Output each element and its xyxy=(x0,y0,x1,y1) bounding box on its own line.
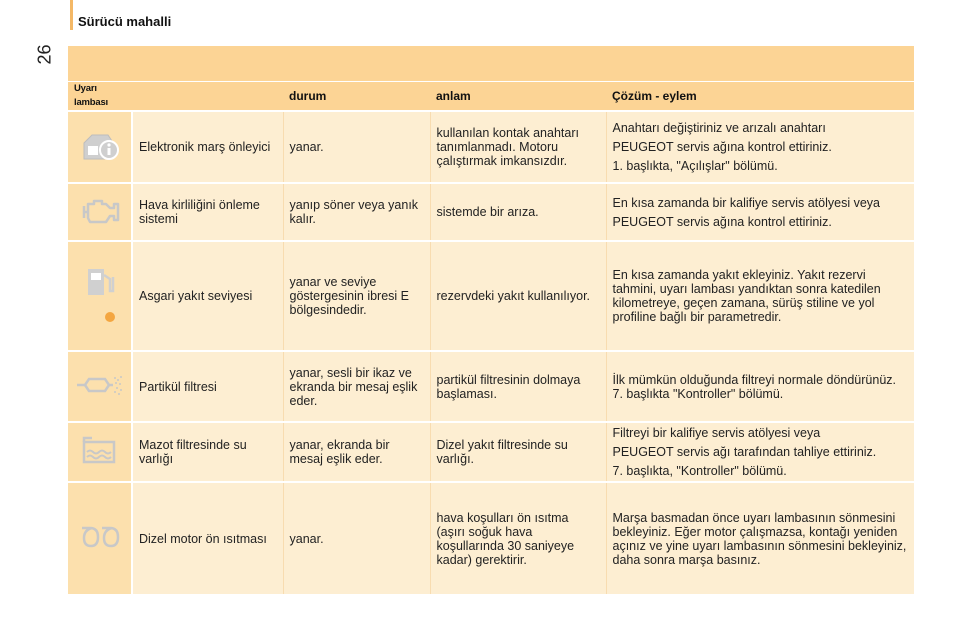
table-top-band xyxy=(68,46,914,81)
particle-filter-icon xyxy=(68,351,132,422)
lamp-state: yanar. xyxy=(283,482,430,594)
water-in-diesel-icon xyxy=(68,422,132,482)
lamp-meaning: sistemde bir arıza. xyxy=(430,183,606,241)
lamp-state: yanar ve seviye göstergesinin ibresi E bölgesindedir. xyxy=(283,241,430,351)
table-row xyxy=(68,482,914,594)
lamp-state: yanar, ekranda bir mesaj eşlik eder. xyxy=(283,422,430,482)
table-row xyxy=(68,351,914,422)
engine-icon xyxy=(68,183,132,241)
header-state: durum xyxy=(283,82,430,112)
glow-plug-icon xyxy=(68,482,132,594)
fuel-icon xyxy=(68,241,132,351)
header-action: Çözüm - eylem xyxy=(606,82,914,112)
lamp-state: yanar. xyxy=(283,111,430,183)
table-row xyxy=(68,183,914,241)
lamp-state: yanar, sesli bir ikaz ve ekranda bir mesaj eşlik eder. xyxy=(283,351,430,422)
lamp-action: Anahtarı değiştiriniz ve arızalı anahtarı PEUGEOT servis ağına kontrol ettiriniz. 1. başlıkta, "Açılışlar" bölümü. xyxy=(606,111,914,183)
warning-lamps-table xyxy=(68,46,914,594)
lamp-state: yanıp söner veya yanık kalır. xyxy=(283,183,430,241)
table-row xyxy=(68,422,914,482)
table-row xyxy=(68,111,914,183)
header-lamp: Uyarı lambası xyxy=(68,82,132,112)
page-number: 26 xyxy=(34,44,55,65)
lamp-action: Filtreyi bir kalifiye servis atölyesi veya PEUGEOT servis ağı tarafından tahliye ettiriniz. 7. başlıkta, "Kontroller" bölümü. xyxy=(606,422,914,482)
table-row xyxy=(68,241,914,351)
lamp-meaning: kullanılan kontak anahtarı tanımlanmadı. Motoru çalıştırmak imkansızdır. xyxy=(430,111,606,183)
lamp-meaning: rezervdeki yakıt kullanılıyor. xyxy=(430,241,606,351)
lamp-action: En kısa zamanda bir kalifiye servis atölyesi veya PEUGEOT servis ağına kontrol ettiriniz. xyxy=(606,183,914,241)
section-marker-bar xyxy=(70,0,73,30)
lamp-name: Partikül filtresi xyxy=(132,351,283,422)
lamp-name: Elektronik marş önleyici xyxy=(132,111,283,183)
immobiliser-icon xyxy=(68,111,132,183)
lamp-action: En kısa zamanda yakıt ekleyiniz. Yakıt rezervi tahmini, uyarı lambası yandıktan sonra katedilen kilometreye, geçen zamana, sürüş stiline ve yol profiline bağlı bir parametredir. xyxy=(606,241,914,351)
section-title: Sürücü mahalli xyxy=(78,14,172,29)
lamp-meaning: partikül filtresinin dolmaya başlaması. xyxy=(430,351,606,422)
lamp-name: Asgari yakıt seviyesi xyxy=(132,241,283,351)
table-header-row xyxy=(68,82,914,112)
lamp-action: Marşa basmadan önce uyarı lambasının sönmesini bekleyiniz. Eğer motor çalışmazsa, kontağı yeniden açınız ve yine uyarı lambasının sönmesini bekleyiniz, daha sonra marşa basınız. xyxy=(606,482,914,594)
lamp-name: Hava kirliliğini önleme sistemi xyxy=(132,183,283,241)
lamp-meaning: Dizel yakıt filtresinde su varlığı. xyxy=(430,422,606,482)
lamp-meaning: hava koşulları ön ısıtma (aşırı soğuk hava koşullarında 30 saniyeye kadar) gerektirir. xyxy=(430,482,606,594)
lamp-name: Mazot filtresinde su varlığı xyxy=(132,422,283,482)
header-name xyxy=(132,82,283,112)
lamp-name: Dizel motor ön ısıtması xyxy=(132,482,283,594)
lamp-action: İlk mümkün olduğunda filtreyi normale döndürünüz. 7. başlıkta "Kontroller" bölümü. xyxy=(606,351,914,422)
header-meaning: anlam xyxy=(430,82,606,112)
